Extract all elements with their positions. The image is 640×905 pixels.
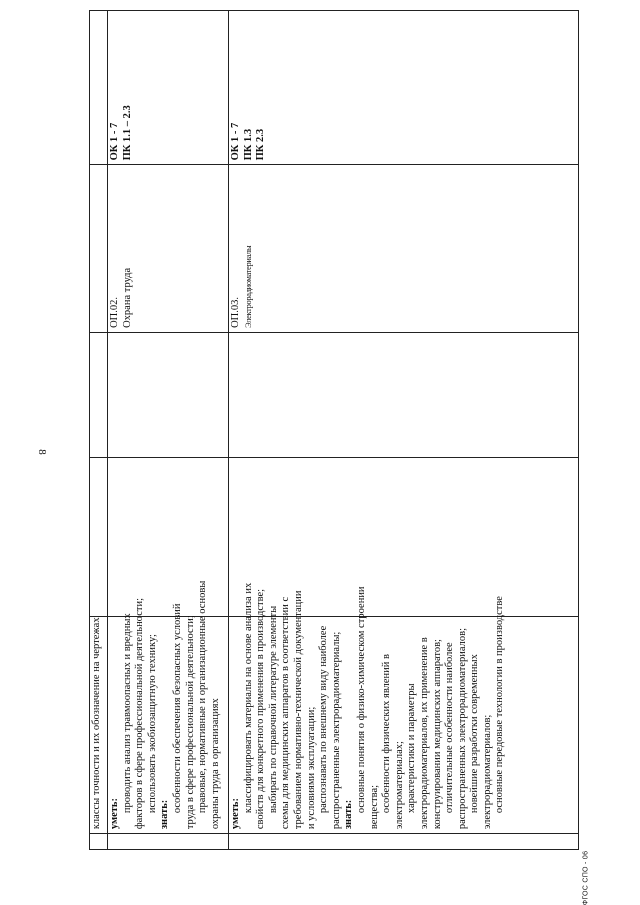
competency-code: ПК 2.3 xyxy=(255,128,267,161)
skill-line: основные понятия о физико-химическом строении xyxy=(355,586,367,814)
curriculum-table xyxy=(89,10,579,850)
skill-line: правовые, нормативные и организационные основы xyxy=(197,580,209,814)
skill-line: особенности обеспечения безопасных условий xyxy=(171,603,183,814)
skill-line: факторов в сфере профессиональной деятельности; xyxy=(134,598,146,830)
section-heading: знать: xyxy=(343,799,355,830)
competency-code: ПК 1.1 – 2.3 xyxy=(121,105,133,161)
footer-standard-label: ФГОС СПО - 06 xyxy=(582,850,590,905)
skill-line: классифицировать материалы на основе анализа их xyxy=(242,582,254,814)
discipline-name: Электрорадиоматериалы xyxy=(243,245,253,328)
blank-cell xyxy=(108,834,229,850)
discipline-cell xyxy=(229,165,579,333)
competency-code: ПК 1.3 xyxy=(242,128,254,161)
skill-line: проводить анализ травмоопасных и вредных xyxy=(121,613,133,814)
competency-list xyxy=(230,15,268,160)
hours-cell xyxy=(90,332,108,457)
skill-line: требованием нормативно-технической документации xyxy=(292,590,304,830)
skill-line: распознавать по внешнему виду наиболее xyxy=(318,625,330,814)
skill-line: основные передовые технологии в производстве xyxy=(494,596,506,814)
skill-line: классы точности и их обозначение на чертежах xyxy=(91,617,102,830)
skill-line: и условиями эксплуатации; xyxy=(305,706,317,830)
skill-line: использовать экобиозащитную технику; xyxy=(146,634,158,814)
skills-cell xyxy=(90,616,108,834)
hours-cell xyxy=(108,332,229,457)
discipline-cell xyxy=(90,165,108,333)
section-heading: уметь: xyxy=(230,798,241,830)
competency-list xyxy=(109,15,134,160)
skill-line: особенности физических явлений в xyxy=(381,654,393,814)
skill-line: охраны труда в организациях xyxy=(209,698,221,830)
skill-line: распространенных электрорадиоматериалов; xyxy=(456,627,468,830)
competencies-cell xyxy=(90,11,108,165)
competency-code: ОК 1 - 7 xyxy=(230,122,241,161)
skill-line: вещества; xyxy=(368,784,380,830)
skills-cell xyxy=(108,580,229,834)
competencies-cell xyxy=(229,11,579,165)
skill-line: схемы для медицинских аппаратов в соответствии с xyxy=(280,596,292,830)
skill-line: распространенные электрорадиоматериалы; xyxy=(330,631,342,830)
skills-cell xyxy=(229,582,579,834)
skills-lines xyxy=(91,617,104,830)
skill-line: выбирать по справочной литературе элементы xyxy=(267,605,279,814)
discipline-name: Охрана труда xyxy=(121,267,133,328)
hours-cell xyxy=(229,458,579,616)
blank-cell xyxy=(229,834,579,850)
hours-cell xyxy=(229,332,579,457)
skill-line: отличительные особенности наиболее xyxy=(444,642,456,814)
discipline-index: ОП.03. xyxy=(230,296,241,328)
table-row xyxy=(229,11,579,850)
skill-line: конструировании медицинских аппаратов; xyxy=(431,639,443,830)
competencies-cell xyxy=(108,11,229,165)
table-row xyxy=(90,11,108,850)
skill-line: электроматериалах; xyxy=(393,741,405,830)
page-number: 8 xyxy=(36,449,48,455)
skills-lines xyxy=(109,580,222,830)
competency-code: ОК 1 - 7 xyxy=(109,122,120,161)
skill-line: характеристики и параметры xyxy=(406,683,418,814)
skill-line: новейшие разработки современных xyxy=(469,654,481,814)
hours-cell xyxy=(90,458,108,616)
skill-line: электрорадиоматериалов; xyxy=(481,714,493,830)
skill-line: труда в сфере профессиональной деятельности; xyxy=(184,615,196,830)
skill-line: электрорадиоматериалов, их применение в xyxy=(418,637,430,830)
rotated-sheet xyxy=(89,10,579,850)
table-row xyxy=(108,11,229,850)
skills-lines xyxy=(230,582,507,830)
hours-cell xyxy=(108,458,229,616)
discipline-index: ОП.02. xyxy=(109,296,120,328)
section-heading: знать: xyxy=(159,799,171,830)
discipline-cell xyxy=(108,165,229,333)
blank-cell xyxy=(90,834,108,850)
section-heading: уметь: xyxy=(109,798,120,830)
skill-line: свойств для конкретного применения в производстве; xyxy=(255,588,267,830)
